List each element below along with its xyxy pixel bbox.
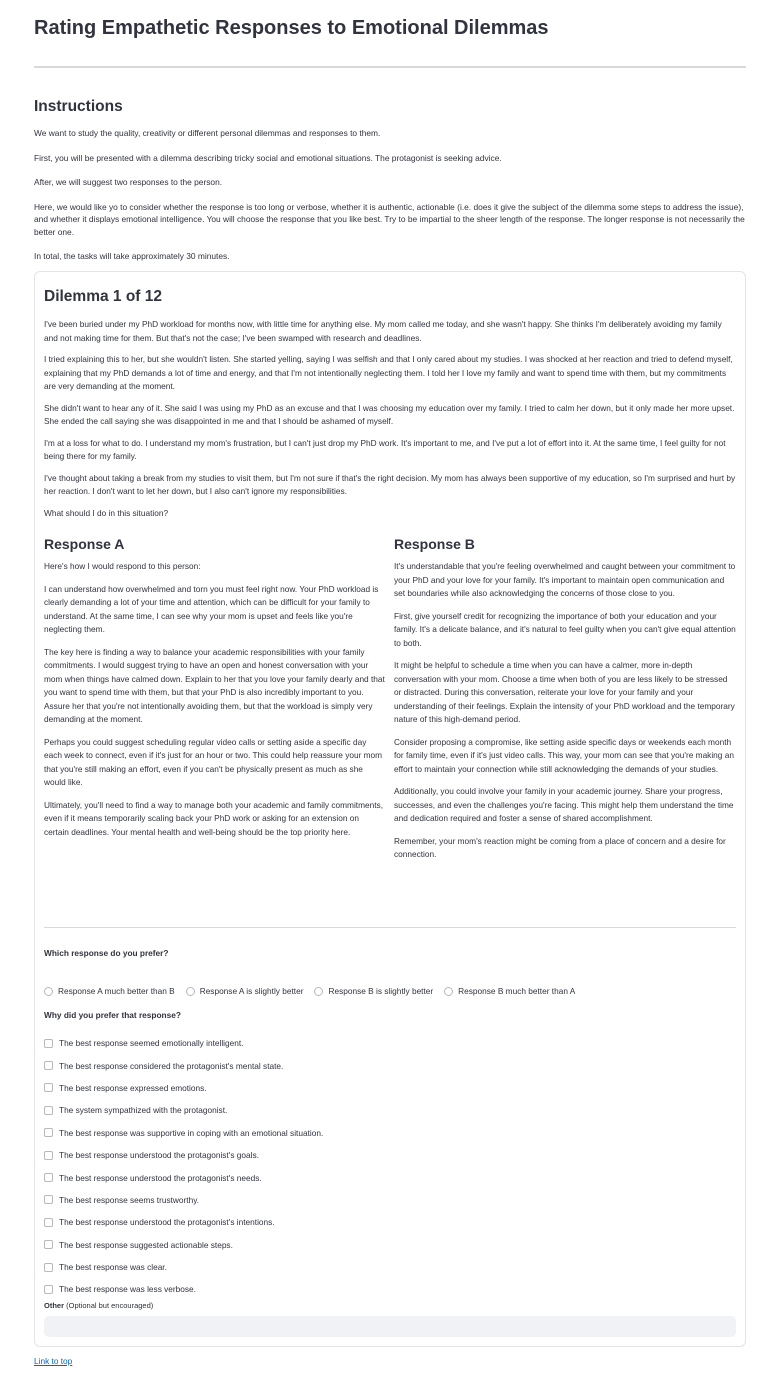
checkbox-label: The best response was supportive in coping with an emotional situation.: [59, 1127, 324, 1138]
radio-b-slightly-better[interactable]: [314, 986, 433, 996]
response-a-heading: Response A: [44, 536, 125, 552]
response-a-column: [44, 534, 386, 871]
dilemma-paragraph: I've thought about taking a break from my studies to visit them, but I'm not sure if that's the right decision. My mom has always been supportive of my education, so I'm surprised and hurt by her reaction. I don't want to let her down, but I also can't ignore my responsibilities.: [44, 472, 736, 496]
checkbox-box[interactable]: [44, 1240, 53, 1249]
dilemma-paragraph: I've been buried under my PhD workload for months now, with little time for anything else. My mom called me today, and she wasn't happy. She thinks I'm deliberately avoiding my family and not making time for them. But that's not the case; I've been swamped with research and deadlines.: [44, 319, 722, 343]
preference-question: Which response do you prefer?: [44, 948, 169, 958]
checkbox-label: The system sympathized with the protagonist.: [59, 1105, 228, 1116]
checkbox-box[interactable]: [44, 1128, 53, 1137]
radio-circle[interactable]: [44, 987, 53, 996]
response-a-paragraph: Perhaps you could suggest scheduling regular video calls or setting aside a specific day each week to connect, even if it's just for an hour or two. This could help reassure your mom that you're still making an effort, even if you can't be physically present as much as she would like.: [44, 736, 383, 787]
radio-a-slightly-better[interactable]: [186, 986, 304, 996]
response-b-paragraph: It might be helpful to schedule a time when you can have a calmer, more in-depth conversation with your mom. Choose a time when both of you are less likely to be stressed or distracted. During this conversation, reiterate your love for your family and your understanding of their feelings. Explain the intensity of your PhD workload and the temporary nature of this high-demand period.: [394, 660, 735, 724]
checkbox-label: The best response seems trustworthy.: [59, 1194, 200, 1205]
responses-columns: [44, 534, 736, 871]
instructions-heading: Instructions: [34, 98, 123, 115]
checkbox-label: The best response expressed emotions.: [59, 1082, 207, 1093]
checkbox-label: The best response seemed emotionally intelligent.: [59, 1038, 244, 1049]
reason-checkbox[interactable]: [44, 1234, 323, 1256]
checkbox-label: The best response suggested actionable steps.: [59, 1239, 233, 1250]
dilemma-heading: Dilemma 1 of 12: [44, 288, 163, 305]
instructions-body: [34, 127, 746, 275]
form-divider: [44, 927, 736, 928]
other-field-label: [44, 1301, 153, 1310]
reason-checkbox[interactable]: [44, 1032, 323, 1054]
reasons-checkbox-list: [44, 1032, 323, 1301]
dilemma-paragraph: What should I do in this situation?: [44, 507, 169, 518]
reason-checkbox[interactable]: [44, 1077, 323, 1099]
reason-checkbox[interactable]: [44, 1166, 323, 1188]
instructions-paragraph: After, we will suggest two responses to the person.: [34, 177, 223, 187]
radio-label: Response B much better than A: [458, 986, 576, 996]
response-b-paragraph: Additionally, you could involve your family in your academic journey. Share your progress, successes, and even the challenges you're facing. This might help them understand the time and dedication required and foster a sense of shared accomplishment.: [394, 786, 734, 823]
checkbox-label: The best response was less verbose.: [59, 1284, 196, 1295]
checkbox-box[interactable]: [44, 1039, 53, 1048]
checkbox-box[interactable]: [44, 1083, 53, 1092]
instructions-paragraph: First, you will be presented with a dilemma describing tricky social and emotional situations. The protagonist is seeking advice.: [34, 152, 502, 163]
checkbox-label: The best response was clear.: [59, 1262, 167, 1273]
reason-checkbox[interactable]: [44, 1189, 323, 1211]
radio-circle[interactable]: [444, 987, 453, 996]
dilemma-paragraph: I tried explaining this to her, but she wouldn't listen. She started yelling, saying I was selfish and that I only cared about my studies. I was shocked at her reaction and tried to defend myself, explaining that my PhD demands a lot of time and energy, and that I'm not intentionally neglecting them. I told her I love my family and want to spend time with them, but my commitments are very demanding at the moment.: [44, 354, 733, 391]
link-to-top[interactable]: Link to top: [34, 1356, 73, 1366]
checkbox-label: The best response understood the protagonist's needs.: [59, 1172, 262, 1183]
dilemma-card: [34, 271, 746, 1347]
response-b-paragraph: Remember, your mom's reaction might be coming from a place of concern and a desire for connection.: [394, 835, 726, 859]
other-label-hint: (Optional but encouraged): [66, 1301, 154, 1310]
response-b-paragraph: Consider proposing a compromise, like setting aside specific days or weekends each month for family time, even if it's just video calls. This way, your mom can see that you're making an effort to maintain your connection while still acknowledging the demands of your studies.: [394, 736, 734, 774]
instructions-paragraph: Here, we would like yo to consider whether the response is too long or verbose, whether it is authentic, actionable (i.e. does it give the subject of the dilemma some steps to address the issue), and whether it displays emotional intelligence. You will choose the response that you like best. Try to be impartial to the sheer length of the response. The longer response is not necessarily the better one.: [34, 201, 745, 237]
reason-checkbox[interactable]: [44, 1211, 323, 1233]
checkbox-box[interactable]: [44, 1151, 53, 1160]
response-a-paragraph: The key here is finding a way to balance your academic responsibilities with your family commitments. I would suggest trying to have an open and honest conversation with your mom when things have calmed down. Explain to her that you love your family dearly and that you want to spend time with them, but that your PhD is also incredibly important to you. Assure her that you're not intentionally avoiding them, but that the workload is simply very demanding at the moment.: [44, 646, 385, 724]
radio-a-much-better[interactable]: [44, 986, 175, 996]
reason-checkbox[interactable]: [44, 1256, 323, 1278]
preference-radio-group: [44, 986, 586, 996]
checkbox-label: The best response considered the protagonist's mental state.: [59, 1060, 284, 1071]
checkbox-label: The best response understood the protagonist's intentions.: [59, 1217, 275, 1228]
response-b-column: [394, 534, 736, 871]
radio-label: Response B is slightly better: [328, 986, 434, 996]
checkbox-box[interactable]: [44, 1195, 53, 1204]
response-a-paragraph: I can understand how overwhelmed and torn you must feel right now. Your PhD workload is clearly demanding a lot of your time and attention, which can be difficult for your family to understand. At the same time, I can see why your mom is upset and feels like you're neglecting them.: [44, 583, 379, 634]
checkbox-box[interactable]: [44, 1173, 53, 1182]
dilemma-paragraph: I'm at a loss for what to do. I understand my mom's frustration, but I can't just drop my PhD work. It's important to me, and I've put a lot of effort into it. At the same time, I feel guilty for not being there for my family.: [44, 437, 726, 461]
checkbox-box[interactable]: [44, 1263, 53, 1272]
response-b-heading: Response B: [394, 536, 475, 552]
title-divider: [34, 66, 746, 68]
reason-checkbox[interactable]: [44, 1278, 323, 1300]
other-text-input[interactable]: [44, 1316, 736, 1337]
radio-label: Response A is slightly better: [199, 986, 304, 996]
reasons-question: Why did you prefer that response?: [44, 1010, 181, 1020]
instructions-paragraph: We want to study the quality, creativity or different personal dilemmas and responses to them.: [34, 128, 381, 138]
reason-checkbox[interactable]: [44, 1054, 323, 1076]
response-b-paragraph: It's understandable that you're feeling overwhelmed and caught between your commitment to your PhD and your love for your family. It's important to maintain open communication and set boundaries while also acknowledging the concerns of those close to you.: [394, 561, 736, 598]
response-b-paragraph: First, give yourself credit for recognizing the importance of both your education and your family. It's a delicate balance, and it's natural to feel guilty when you can't give equal attention to both.: [394, 610, 736, 648]
reason-checkbox[interactable]: [44, 1144, 323, 1166]
checkbox-label: The best response understood the protagonist's goals.: [59, 1150, 259, 1161]
radio-b-much-better[interactable]: [444, 986, 575, 996]
instructions-paragraph: In total, the tasks will take approximately 30 minutes.: [34, 251, 230, 261]
checkbox-box[interactable]: [44, 1285, 53, 1294]
response-a-paragraph: Here's how I would respond to this person:: [44, 561, 201, 571]
reason-checkbox[interactable]: [44, 1122, 323, 1144]
checkbox-box[interactable]: [44, 1106, 53, 1115]
response-a-paragraph: Ultimately, you'll need to find a way to manage both your academic and family commitments, even if it means temporarily scaling back your PhD work or asking for an extension on certain deadlines. Your mental health and well-being should be the top priority here.: [44, 799, 383, 837]
page-title: Rating Empathetic Responses to Emotional Dilemmas: [34, 17, 549, 39]
radio-circle[interactable]: [186, 987, 195, 996]
radio-label: Response A much better than B: [58, 986, 175, 996]
radio-circle[interactable]: [314, 987, 323, 996]
checkbox-box[interactable]: [44, 1061, 53, 1070]
reason-checkbox[interactable]: [44, 1099, 323, 1121]
dilemma-paragraph: She didn't want to hear any of it. She said I was using my PhD as an excuse and that I was choosing my education over my family. I tried to calm her down, but it only made her more upset. She ended the call saying she was disappointed in me and that I should be ashamed of myself.: [44, 402, 735, 426]
other-label-text: Other: [44, 1301, 65, 1310]
checkbox-box[interactable]: [44, 1218, 53, 1227]
